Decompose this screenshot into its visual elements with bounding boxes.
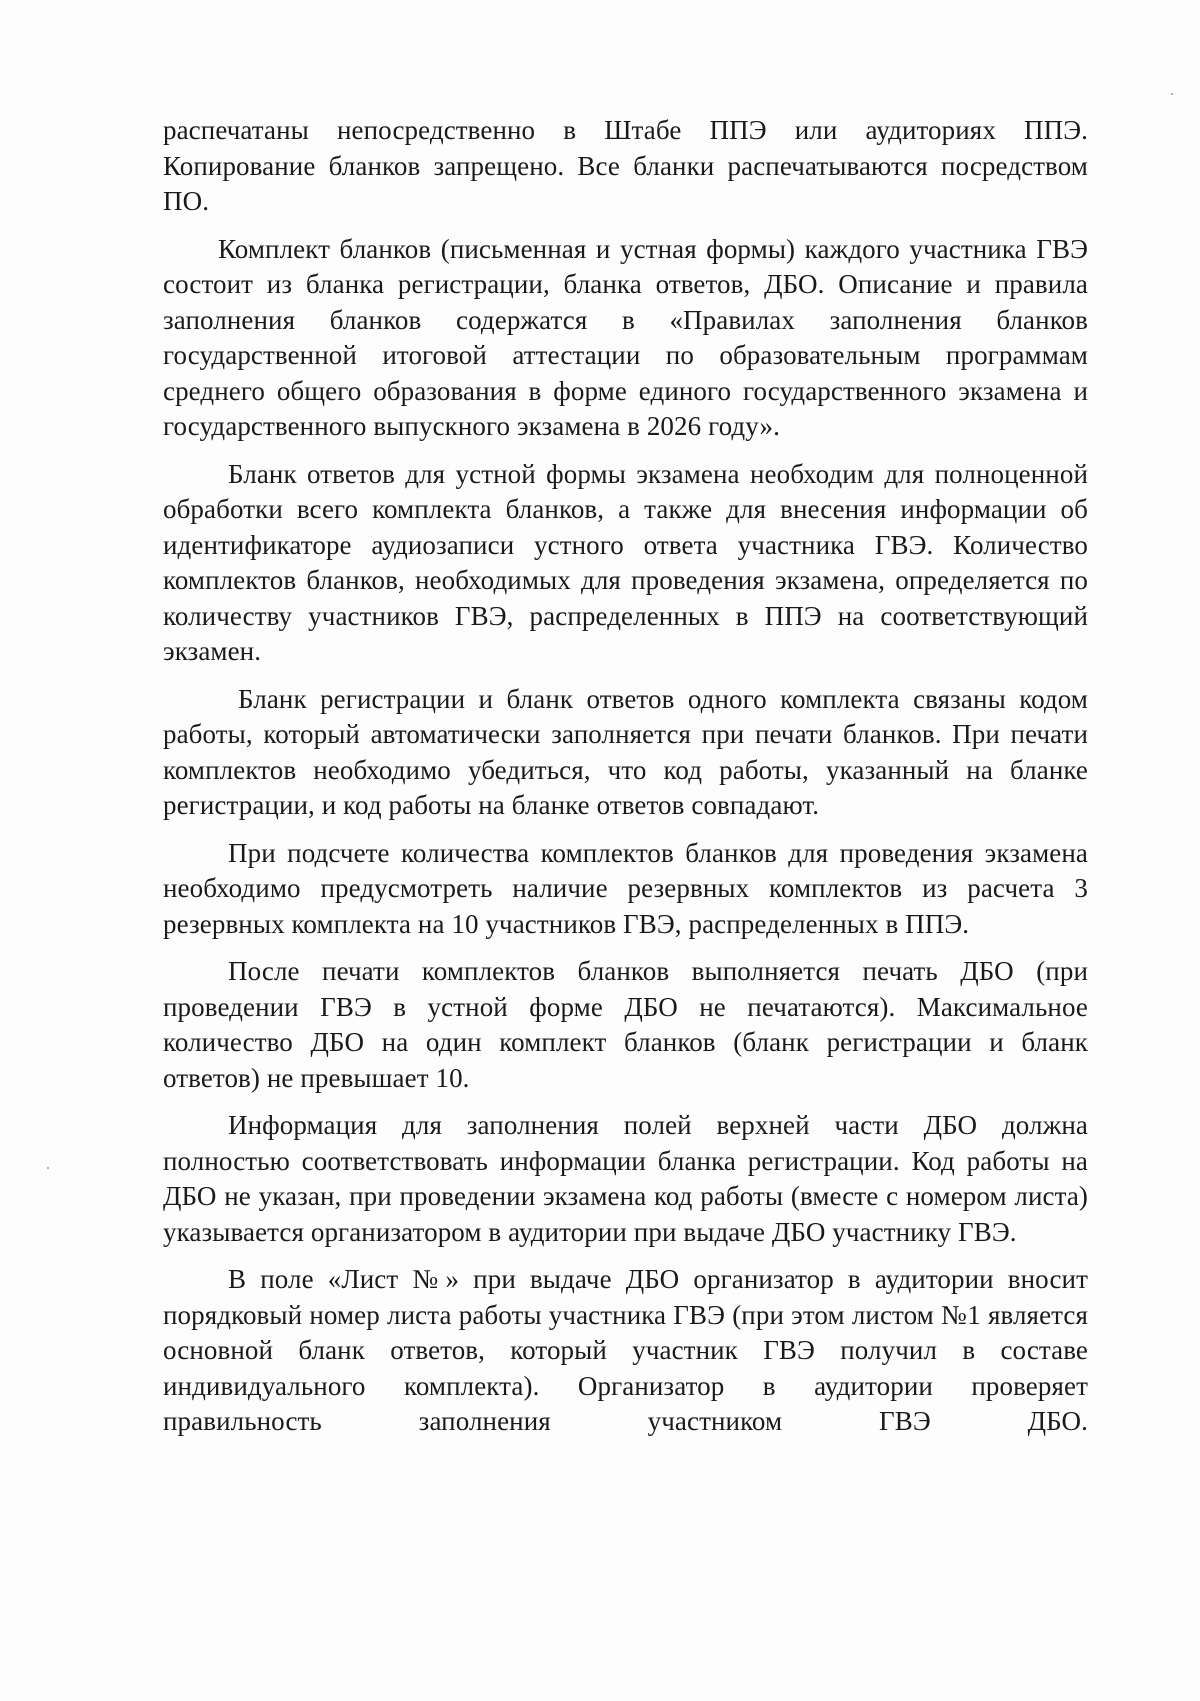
paragraph-dbo-printing: После печати комплектов бланков выполняется печать ДБО (при проведении ГВЭ в устной форме ДБО не печатаются). Максимальное количество ДБО на один комплект бланков (бланк регистрации и бланк ответов) не превышает 10. (163, 956, 1088, 1093)
paragraph-oral-answer-form: Бланк ответов для устной формы экзамена необходим для полноценной обработки всего комплекта бланков, а также для внесения информации об идентификаторе аудиозаписи устного ответа участника ГВЭ. Количество комплектов бланков, необходимых для проведения экзамена, определяется по количеству участников ГВЭ, распределенных в ППЭ на соответствующий экзамен. (163, 458, 1088, 666)
document-body (163, 113, 1088, 1452)
paragraph-sheet-number: В поле «Лист №» при выдаче ДБО организатор в аудитории вносит порядковый номер листа работы участника ГВЭ (при этом листом №1 является основной бланк ответов, который участник ГВЭ получил в составе индивидуального комплекта). Организатор в аудитории проверяет правильность заполнения участником ГВЭ ДБО. (163, 1264, 1088, 1436)
paragraph-dbo-fields: Информация для заполнения полей верхней части ДБО должна полностью соответствовать информации бланка регистрации. Код работы на ДБО не указан, при проведении экзамена код работы (вместе с номером листа) указывается организатором в аудитории при выдаче ДБО участнику ГВЭ. (163, 1110, 1088, 1247)
paragraph-work-code: Бланк регистрации и бланк ответов одного комплекта связаны кодом работы, который автоматически заполняется при печати бланков. При печати комплектов необходимо убедиться, что код работы, указанный на бланке регистрации, и код работы на бланке ответов совпадают. (163, 683, 1088, 820)
paragraph-blank-set-composition: Комплект бланков (письменная и устная формы) каждого участника ГВЭ состоит из бланка регистрации, бланка ответов, ДБО. Описание и правила заполнения бланков содержатся в «Правилах заполнения бланков государственной итоговой аттестации по образовательным программам среднего общего образования в форме единого государственного экзамена и государственного выпускного экзамена в 2026 году». (163, 233, 1088, 441)
scan-speck (47, 1167, 49, 1169)
paragraph-continuation: распечатаны непосредственно в Штабе ППЭ или аудиториях ППЭ. Копирование бланков запрещено. Все бланки распечатываются посредством ПО. (163, 115, 1088, 216)
paragraph-reserve-sets: При подсчете количества комплектов бланков для проведения экзамена необходимо предусмотреть наличие резервных комплектов из расчета 3 резервных комплекта на 10 участников ГВЭ, распределенных в ППЭ. (163, 837, 1088, 939)
scan-speck (1171, 93, 1173, 95)
